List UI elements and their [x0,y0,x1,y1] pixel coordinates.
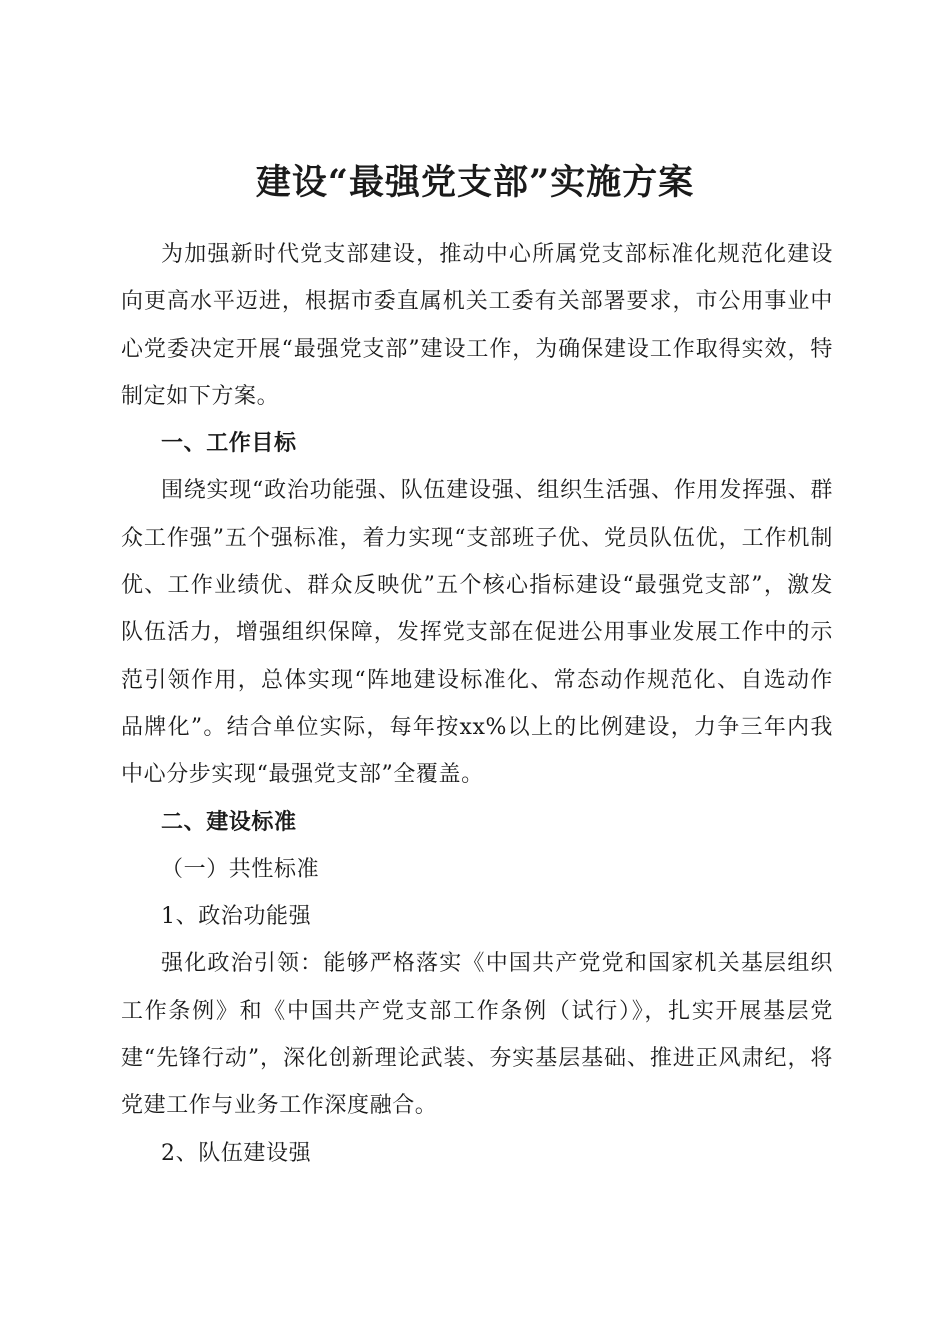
intro-paragraph: 为加强新时代党支部建设，推动中心所属党支部标准化规范化建设向更高水平迈进，根据市委直属机关工委有关部署要求，市公用事业中心党委决定开展“最强党支部”建设工作，为确保建设工作取得实效，特制定如下方案。 [121,242,833,409]
section-heading-goals: 一、工作目标 [161,431,297,457]
political-function-paragraph: 强化政治引领：能够严格落实《中国共产党党和国家机关基层组织工作条例》和《中国共产党支部工作条例（试行）》，扎实开展基层党建“先锋行动”，深化创新理论武装、夯实基层基础、推进正风肃纪，将党建工作与业务工作深度融合。 [121,951,833,1119]
document-body [121,231,833,1177]
goals-paragraph: 围绕实现“政治功能强、队伍建设强、组织生活强、作用发挥强、群众工作强”五个强标准，着力实现“支部班子优、党员队伍优，工作机制优、工作业绩优、群众反映优”五个核心指标建设“最强党支部”，激发队伍活力，增强组织保障，发挥党支部在促进公用事业发展工作中的示范引领作用，总体实现“阵地建设标准化、常态动作规范化、自选动作品牌化”。结合单位实际，每年按xx%以上的比例建设，力争三年内我中心分步实现“最强党支部”全覆盖。 [121,478,833,788]
subsection-heading-common-standards: （一）共性标准 [161,856,320,882]
item-label-team-building: 2、队伍建设强 [161,1140,312,1166]
section-heading-standards: 二、建设标准 [161,809,297,835]
document-title: 建设“最强党支部”实施方案 [255,162,695,204]
item-label-political-function: 1、政治功能强 [161,904,312,930]
